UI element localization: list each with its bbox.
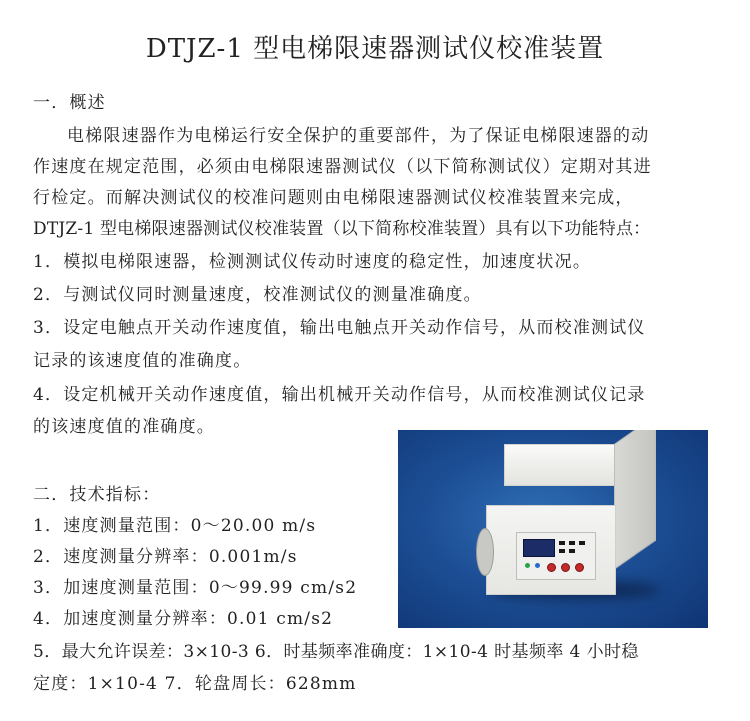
section2-heading: 二．技术指标：	[33, 485, 161, 505]
calibration-device-photo	[398, 430, 708, 628]
spec-item: 5．最大允许误差：3×10-3 6．时基频率准确度：1×10-4 时基频率 4 小时稳	[33, 642, 639, 662]
lcd-display-icon	[523, 539, 555, 557]
spec-item: 1．速度测量范围：0～20.00 m/s	[33, 516, 317, 536]
list-item: 4．设定机械开关动作速度值，输出机械开关动作信号，从而校准测试仪记录	[33, 385, 646, 405]
list-item: 的该速度值的准确度。	[33, 417, 215, 437]
paragraph-line: 电梯限速器作为电梯运行安全保护的重要部件，为了保证电梯限速器的动	[67, 126, 650, 146]
wheel-icon	[476, 528, 494, 576]
spec-item: 定度：1×10-4 7．轮盘周长：628mm	[33, 674, 357, 694]
paragraph-line: 作速度在规定范围，必须由电梯限速器测试仪（以下简称测试仪）定期对其进	[33, 157, 652, 177]
section1-heading: 一．概述	[33, 93, 106, 113]
spec-item: 2．速度测量分辨率：0.001m/s	[33, 547, 298, 567]
spec-item: 4．加速度测量分辨率：0.01 cm/s2	[33, 609, 334, 629]
spec-item: 3．加速度测量范围：0～99.99 cm/s2	[33, 578, 358, 598]
list-item: 1．模拟电梯限速器，检测测试仪传动时速度的稳定性，加速度状况。	[33, 252, 592, 272]
list-item: 2．与测试仪同时测量速度，校准测试仪的测量准确度。	[33, 285, 482, 305]
device-control-panel	[516, 532, 596, 580]
paragraph-line: 行检定。而解决测试仪的校准问题则由电梯限速器测试仪校准装置来完成，	[33, 188, 634, 208]
list-item: 3．设定电触点开关动作速度值，输出电触点开关动作信号，从而校准测试仪	[33, 318, 646, 338]
document-title: DTJZ-1 型电梯限速器测试仪校准装置	[145, 34, 605, 64]
list-item: 记录的该速度值的准确度。	[33, 351, 252, 371]
paragraph-line: DTJZ-1 型电梯限速器测试仪校准装置（以下简称校准装置）具有以下功能特点：	[33, 219, 651, 239]
